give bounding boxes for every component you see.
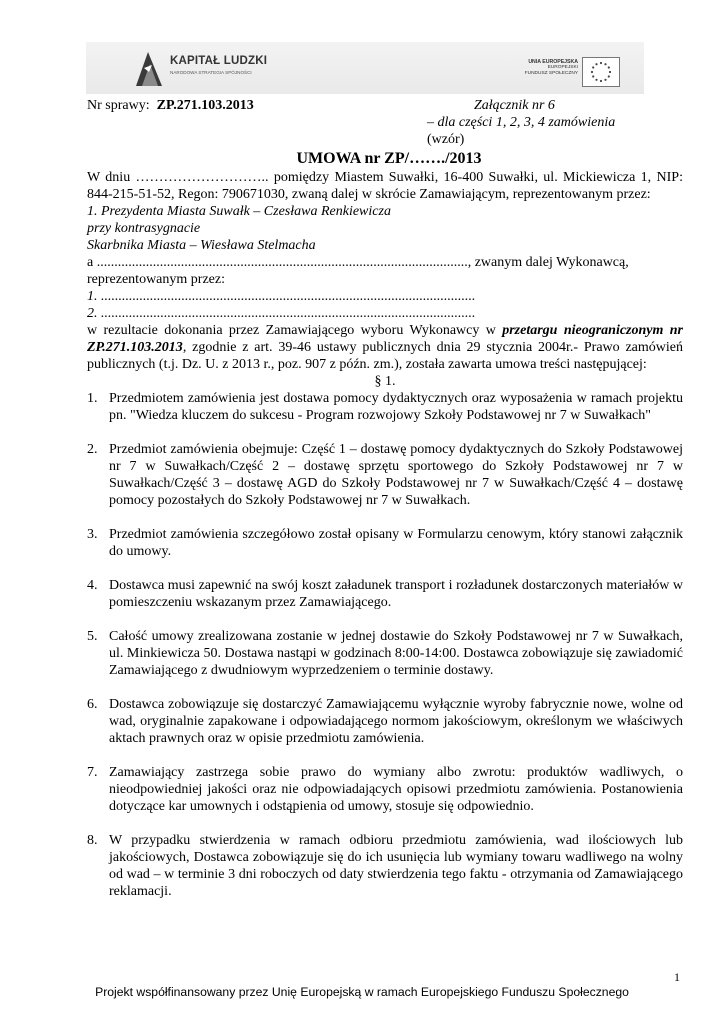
- contract-title: UMOWA nr ZP/……./2013: [296, 150, 482, 167]
- kapital-ludzki-logo: [132, 46, 282, 90]
- list-item-number: 5.: [87, 629, 98, 644]
- kapital-ludzki-star-icon: [132, 48, 166, 88]
- eu-logo-text: [510, 59, 578, 77]
- representative-treasurer: Skarbnika Miasta – Wiesława Stelmacha: [87, 238, 316, 253]
- list-item: [87, 441, 683, 509]
- document-header: [87, 97, 683, 149]
- list-item-text: Przedmiot zamówienia szczegółowo został opisany w Formularzu cenowym, który stanowi załącznik do umowy.: [109, 527, 683, 559]
- contractor-prefix: a: [87, 255, 94, 270]
- eu-logo-line2: EUROPEJSKI: [547, 65, 578, 70]
- result-text-1: w rezultacie dokonania przez Zamawiającego wyboru Wykonawcy w: [87, 323, 503, 338]
- representative-countersign: przy kontrasygnacie: [87, 221, 201, 236]
- case-number-value: ZP.271.103.2013: [156, 98, 254, 113]
- logo-band: [86, 42, 644, 94]
- list-item-text: Zamawiający zastrzega sobie prawo do wymiany albo zwrotu: produktów wadliwych, o nieodpowiedniej jakości oraz nie odpowiadających opisowi przedmiotu zamówienia. Postanowienia dotyczące kar umownych i odstąpienia od umowy, stosuje się odpowiednio.: [109, 765, 683, 814]
- list-item: [87, 390, 683, 424]
- list-item-number: 1.: [87, 391, 98, 406]
- case-number-label: Nr sprawy:: [87, 98, 150, 113]
- annex-line1: Załącznik nr 6: [474, 98, 555, 113]
- contractor-representatives: reprezentowanym przez:: [87, 272, 225, 287]
- page-number: 1: [674, 970, 680, 984]
- list-item: [87, 628, 683, 679]
- list-item-text: Dostawca musi zapewnić na swój koszt załadunek transport i rozładunek dostarczonych materiałów w pomieszczeniu wskazanym przez Zamawiającego.: [109, 578, 683, 610]
- kapital-ludzki-subtitle: NARODOWA STRATEGIA SPÓJNOŚCI: [170, 70, 252, 75]
- document-body: [87, 97, 683, 917]
- contractor-line: [87, 254, 683, 271]
- contractor-dots: ..........................................................................................................: [96, 255, 468, 270]
- list-item: [87, 526, 683, 560]
- list-item: [87, 832, 683, 900]
- representative-1: 1. Prezydenta Miasta Suwałk – Czesława Renkiewicza: [87, 204, 391, 219]
- list-item-number: 4.: [87, 578, 98, 593]
- list-item: [87, 764, 683, 815]
- list-item-number: 8.: [87, 833, 98, 848]
- list-item: [87, 696, 683, 747]
- contractor-rep-1: 1. ...........................................................................................................: [87, 289, 476, 304]
- list-item-text: Całość umowy zrealizowana zostanie w jednej dostawie do Szkoły Podstawowej nr 7 w Suwałkach, ul. Minkiewicza 50. Dostawa nastąpi w godzinach 8:00-14:00. Dostawca zobowiązuje się zawiadomić Zamawiającego z dwudniowym wyprzedzeniem o terminie dostawy.: [109, 629, 683, 678]
- annex-line3: (wzór): [427, 132, 465, 147]
- list-item: [87, 577, 683, 611]
- list-item-number: 2.: [87, 442, 98, 457]
- section-heading: § 1.: [374, 374, 396, 389]
- list-item-text: Przedmiot zamówienia obejmuje: Część 1 – dostawę pomocy dydaktycznych do Szkoły Podstawowej nr 7 w Suwałkach/Część 2 – dostawę sprzętu sportowego do Szkoły Podstawowej nr 7 w Suwałkach/Część 3 – dostawę AGD do Szkoły Podstawowej nr 7 w Suwałkach/Część 4 – dostawę pomocy pozostałych do Szkoły Podstawowej nr 7 w Suwałkach.: [109, 442, 683, 508]
- eu-logo: [510, 56, 620, 90]
- list-item-text: Dostawca zobowiązuje się dostarczyć Zamawiającemu wyłącznie wyroby fabrycznie nowe, wolne od wad, oryginalnie zapakowane i odpowiadającego normom jakościowym, określonym we właściwych aktach prawnych oraz w opisie przedmiotu zamówienia.: [109, 697, 683, 746]
- case-number: [87, 97, 254, 114]
- annex-line2: – dla części 1, 2, 3, 4 zamówienia: [427, 115, 616, 130]
- result-paragraph: [87, 322, 683, 373]
- list-item-number: 7.: [87, 765, 98, 780]
- contractor-rep-2: 2. ...........................................................................................................: [87, 306, 476, 321]
- annex-note: [427, 97, 615, 148]
- eu-logo-line3: FUNDUSZ SPOŁECZNY: [524, 71, 578, 76]
- eu-flag-icon: [582, 57, 620, 87]
- clause-list: [87, 390, 683, 900]
- list-item-number: 6.: [87, 697, 98, 712]
- kapital-ludzki-title: KAPITAŁ LUDZKI: [170, 55, 268, 67]
- eu-logo-line1: UNIA EUROPEJSKA: [528, 59, 578, 65]
- list-item-text: Przedmiotem zamówienia jest dostawa pomocy dydaktycznych oraz wyposażenia w ramach projektu pn. "Wiedza kluczem do sukcesu - Program rozwojowy Szkoły Podstawowej nr 7 w Suwałkach": [109, 391, 683, 423]
- page-footer: Projekt współfinansowany przez Unię Europejską w ramach Europejskiego Funduszu Społecznego: [95, 985, 629, 999]
- list-item-text: W przypadku stwierdzenia w ramach odbioru przedmiotu zamówienia, wad ilościowych lub jakościowych, Dostawca zobowiązuje się do ich usunięcia lub wymiany towaru wadliwego na wolny od wad – w terminie 3 dni roboczych od daty stwierdzenia tego faktu - otrzymania od Zamawiającego reklamacji.: [109, 833, 683, 899]
- intro-paragraph: W dniu ……………………….. pomiędzy Miastem Suwałki, 16-400 Suwałki, ul. Mickiewicza 1, NIP: 844-215-51-52, Regon: 790671030, zwaną dalej w skrócie Zamawiającym, reprezentowanym przez:: [87, 170, 683, 202]
- list-item-number: 3.: [87, 527, 98, 542]
- contractor-suffix: , zwanym dalej Wykonawcą,: [467, 255, 629, 270]
- tender-reference: przetargu nieograniczonym nr ZP.271.103.2013: [87, 323, 683, 355]
- result-text-2: , zgodnie z art. 39-46 ustawy publicznych dnia 29 stycznia 2004r.- Prawo zamówień publicznych (t.j. Dz. U. z 2013 r., poz. 907 z późn. zm.), została zawarta umowa treści następującej:: [87, 340, 683, 372]
